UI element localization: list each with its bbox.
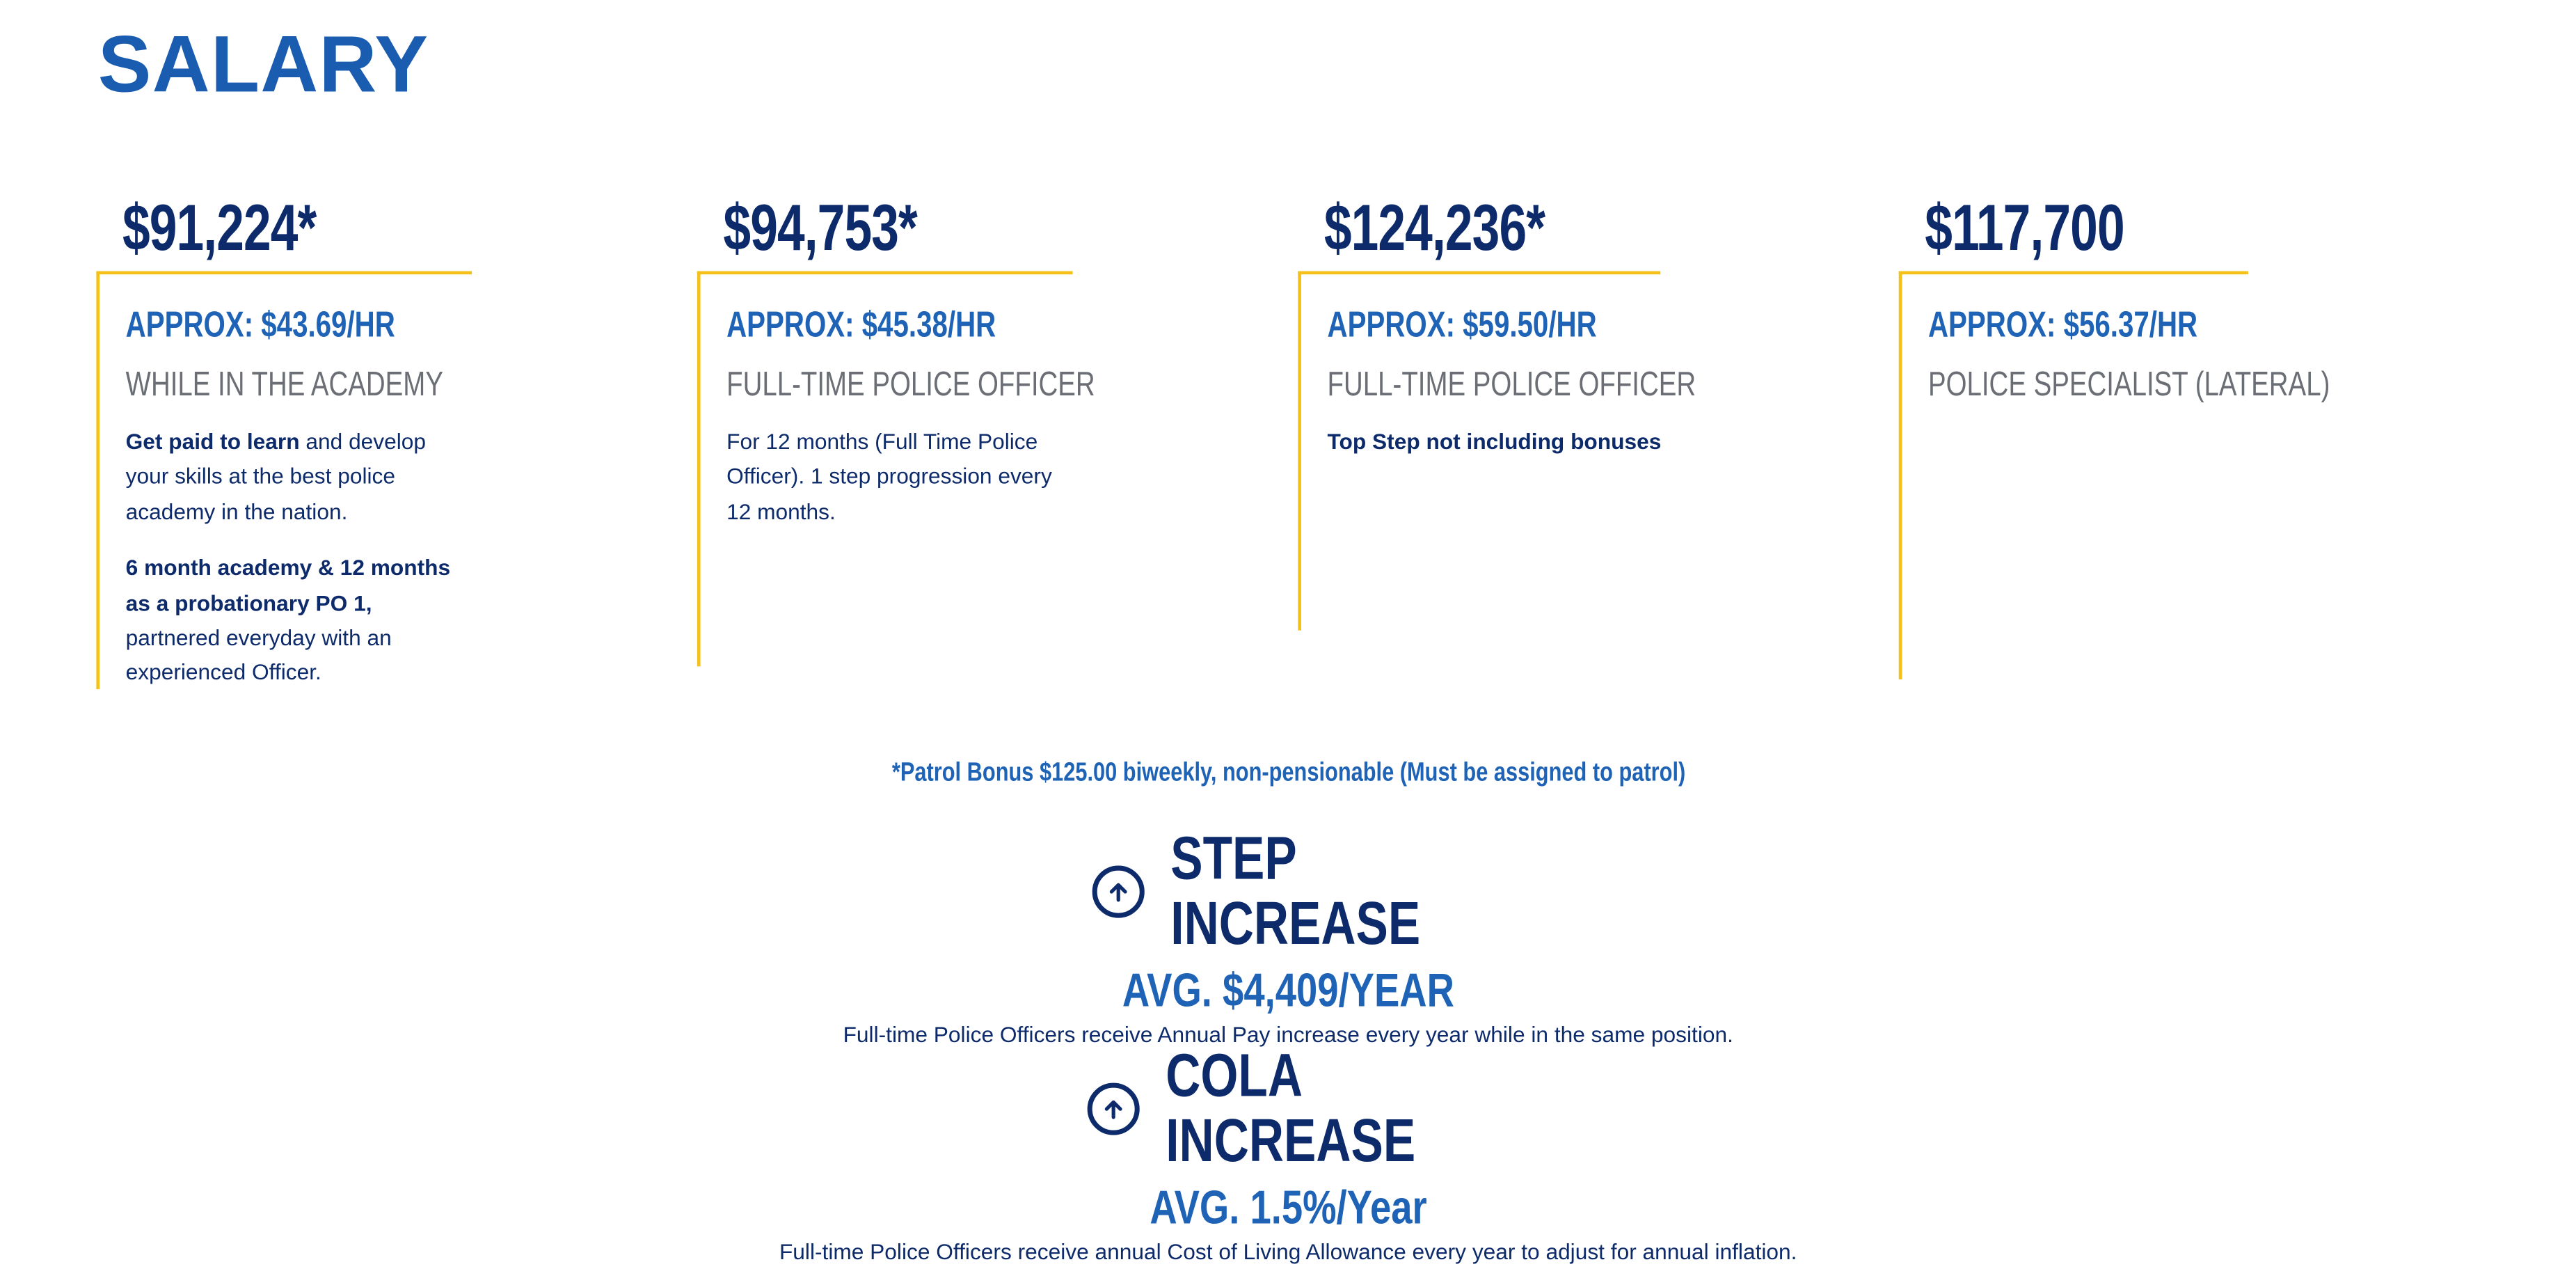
salary-amount: $117,700: [1925, 192, 2124, 265]
arrow-up-circle-icon: [1092, 866, 1145, 918]
description-bold: Top Step not including bonuses: [1327, 429, 1662, 455]
description-paragraph: [126, 551, 472, 691]
patrol-bonus-text: *Patrol Bonus $125.00 biweekly, non-pensionable (Must be assigned to patrol): [891, 759, 1685, 787]
hourly-rate: APPROX: $45.38/HR: [726, 304, 996, 345]
salary-amount: $91,224*: [122, 192, 317, 265]
hourly-rate: APPROX: $43.69/HR: [125, 304, 395, 345]
step-increase-block: [0, 826, 2576, 1052]
description-text: For 12 months (Full Time Police Officer). 1 step progression every 12 months.: [726, 429, 1052, 524]
cola-increase-header: [1088, 1043, 1489, 1174]
cola-increase-description: Full-time Police Officers receive annual Cost of Living Allowance every year to adjust for annual inflation.: [779, 1239, 1797, 1265]
description-bold: Get paid to learn: [125, 429, 300, 455]
step-increase-header: [1092, 826, 1484, 957]
description-text: and develop your skills at the best police academy in the nation.: [125, 429, 427, 524]
description-bold: 6 month academy & 12 months as a probationary PO 1,: [125, 555, 451, 615]
salary-amount: $124,236*: [1323, 192, 1545, 265]
step-increase-heading: STEP INCREASE: [1170, 824, 1421, 957]
hourly-rate: APPROX: $59.50/HR: [1327, 304, 1597, 345]
card-description: [1328, 425, 1752, 481]
description-paragraph: [726, 425, 1072, 530]
role-title: FULL-TIME POLICE OFFICER: [726, 365, 1095, 404]
salary-amount: $94,753*: [723, 192, 917, 265]
description-text: partnered everyday with an experienced Officer.: [125, 625, 392, 686]
hourly-rate: APPROX: $56.37/HR: [1927, 304, 2198, 345]
card-description: [726, 425, 1072, 551]
step-increase-avg: AVG. $4,409/YEAR: [1122, 965, 1454, 1018]
role-title: FULL-TIME POLICE OFFICER: [1327, 365, 1696, 404]
cola-increase-block: [0, 1043, 2576, 1269]
card-description: [126, 425, 472, 712]
role-title: POLICE SPECIALIST (LATERAL): [1927, 365, 2330, 404]
arrow-up-circle-icon: [1088, 1083, 1140, 1135]
description-paragraph: [126, 425, 472, 530]
step-increase-description: Full-time Police Officers receive Annual Pay increase every year while in the same position.: [843, 1022, 1733, 1047]
page-title: SALARY: [97, 21, 429, 110]
role-title: WHILE IN THE ACADEMY: [125, 365, 443, 404]
cola-increase-avg: AVG. 1.5%/Year: [1150, 1182, 1427, 1235]
patrol-bonus-note: [0, 759, 2576, 789]
description-paragraph: [1328, 425, 1752, 459]
cola-increase-heading: COLA INCREASE: [1166, 1041, 1416, 1174]
